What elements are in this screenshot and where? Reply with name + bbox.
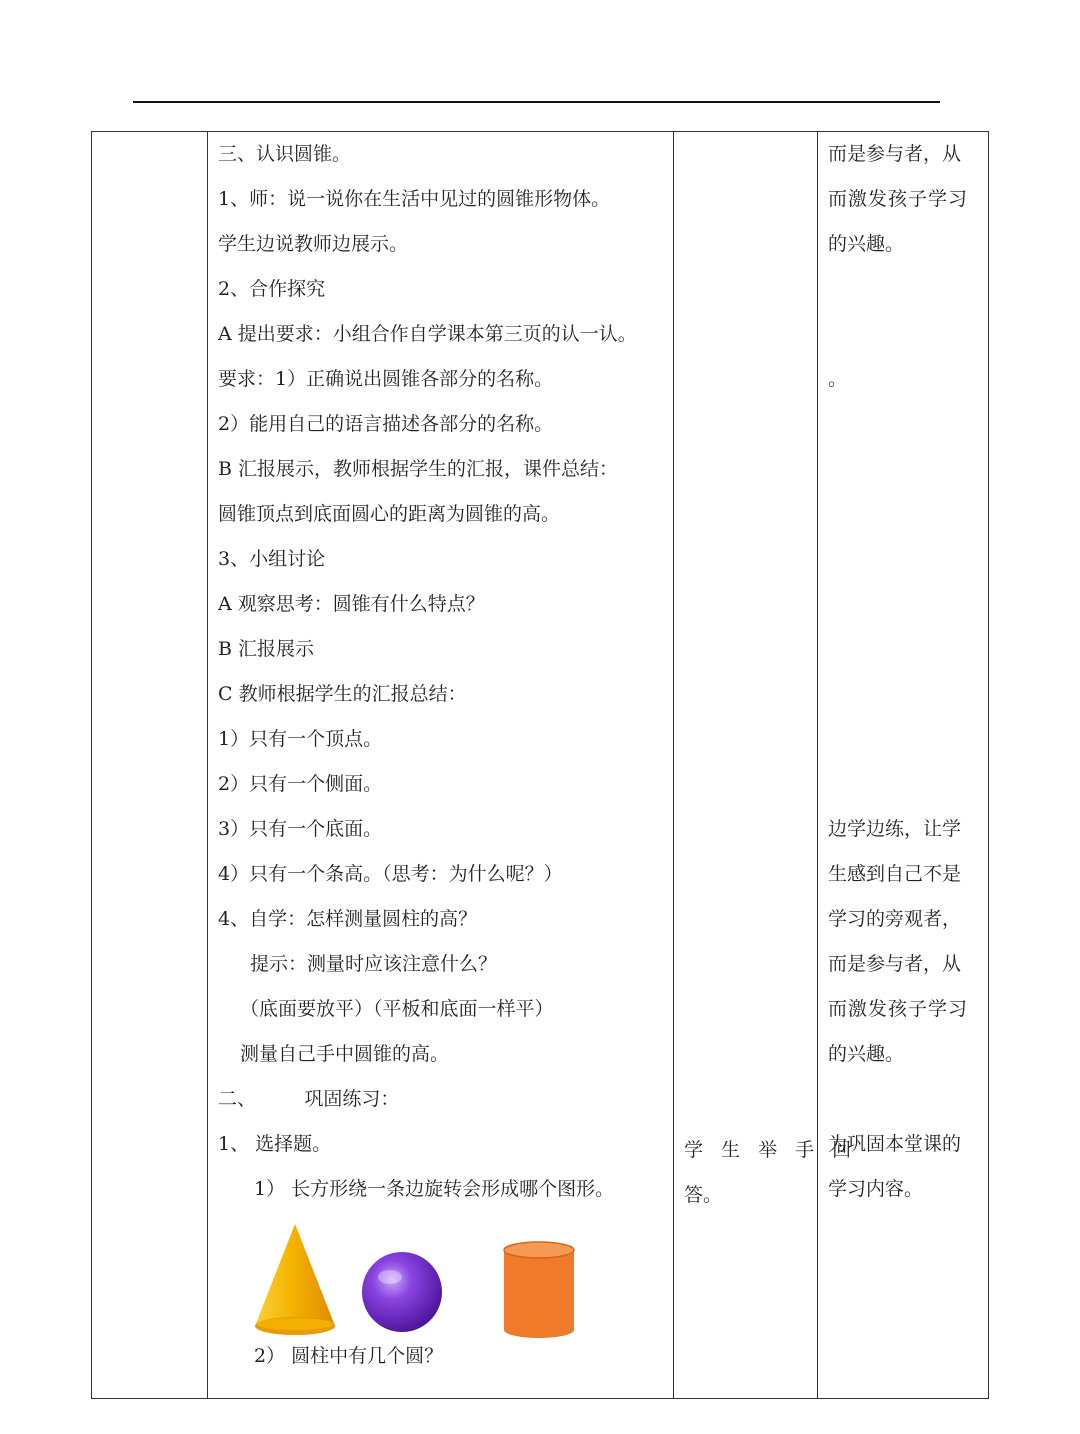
- note-line: 而是参与者，从: [828, 953, 962, 975]
- student-line: 学 生 举 手 回: [684, 1139, 858, 1161]
- teaching-process-column: [218, 132, 637, 1379]
- header-rule: [133, 101, 940, 103]
- content-line: 1）只有一个顶点。: [218, 728, 383, 750]
- column-divider-1: [207, 131, 208, 1399]
- content-line: 1、 选择题。: [218, 1133, 332, 1155]
- note-line: 生感到自己不是: [828, 863, 962, 885]
- cone-icon: [255, 1224, 335, 1335]
- content-line: 圆锥顶点到底面圆心的距离为圆锥的高。: [218, 503, 561, 525]
- content-line: （底面要放平）（平板和底面一样平）: [240, 998, 554, 1020]
- note-line: 边学边练，让学: [828, 818, 962, 840]
- sphere-icon: [362, 1252, 442, 1332]
- content-line: A 提出要求：小组合作自学课本第三页的认一认。: [218, 323, 637, 345]
- note-line: 而激发孩子学习: [828, 188, 969, 210]
- content-line: 3、小组讨论: [218, 548, 326, 570]
- note-line: 为巩固本堂课的: [828, 1133, 962, 1155]
- shapes-illustration: [250, 1222, 590, 1342]
- note-line: 的兴趣。: [828, 233, 905, 255]
- content-line: 学生边说教师边展示。: [218, 233, 409, 255]
- content-line: 4）只有一个条高。（思考：为什么呢？）: [218, 863, 563, 885]
- content-line: A 观察思考：圆锥有什么特点？: [218, 593, 485, 615]
- content-line: C 教师根据学生的汇报总结：: [218, 683, 467, 705]
- content-line: 提示：测量时应该注意什么？: [250, 953, 498, 975]
- note-line: 而是参与者，从: [828, 143, 962, 165]
- cylinder-icon: [504, 1242, 574, 1338]
- note-line: 学习的旁观者，: [828, 908, 962, 930]
- content-line: 2）能用自己的语言描述各部分的名称。: [218, 413, 554, 435]
- section-heading: 二、 巩固练习：: [218, 1088, 400, 1110]
- content-line: B 汇报展示: [218, 638, 315, 660]
- content-line: 1、师：说一说你在生活中见过的圆锥形物体。: [218, 188, 611, 210]
- design-intent-column: [828, 132, 968, 1212]
- content-line: 3）只有一个底面。: [218, 818, 383, 840]
- column-divider-2: [673, 131, 674, 1399]
- question-line: 2） 圆柱中有几个圆？: [254, 1345, 444, 1367]
- note-line: 而激发孩子学习: [828, 998, 969, 1020]
- content-line: B 汇报展示，教师根据学生的汇报，课件总结：: [218, 458, 619, 480]
- content-line: 2）只有一个侧面。: [218, 773, 383, 795]
- note-line: 学习内容。: [828, 1178, 924, 1200]
- content-line: 4、自学：怎样测量圆柱的高？: [218, 908, 478, 930]
- question-line: 1） 长方形绕一条边旋转会形成哪个图形。: [254, 1178, 615, 1200]
- content-line: 要求：1）正确说出圆锥各部分的名称。: [218, 368, 554, 390]
- note-line: 。: [828, 368, 848, 390]
- student-line: 答。: [684, 1184, 723, 1206]
- content-line: 2、合作探究: [218, 278, 326, 300]
- section-heading: 三、认识圆锥。: [218, 143, 352, 165]
- content-line: 测量自己手中圆锥的高。: [240, 1043, 450, 1065]
- note-line: 的兴趣。: [828, 1043, 905, 1065]
